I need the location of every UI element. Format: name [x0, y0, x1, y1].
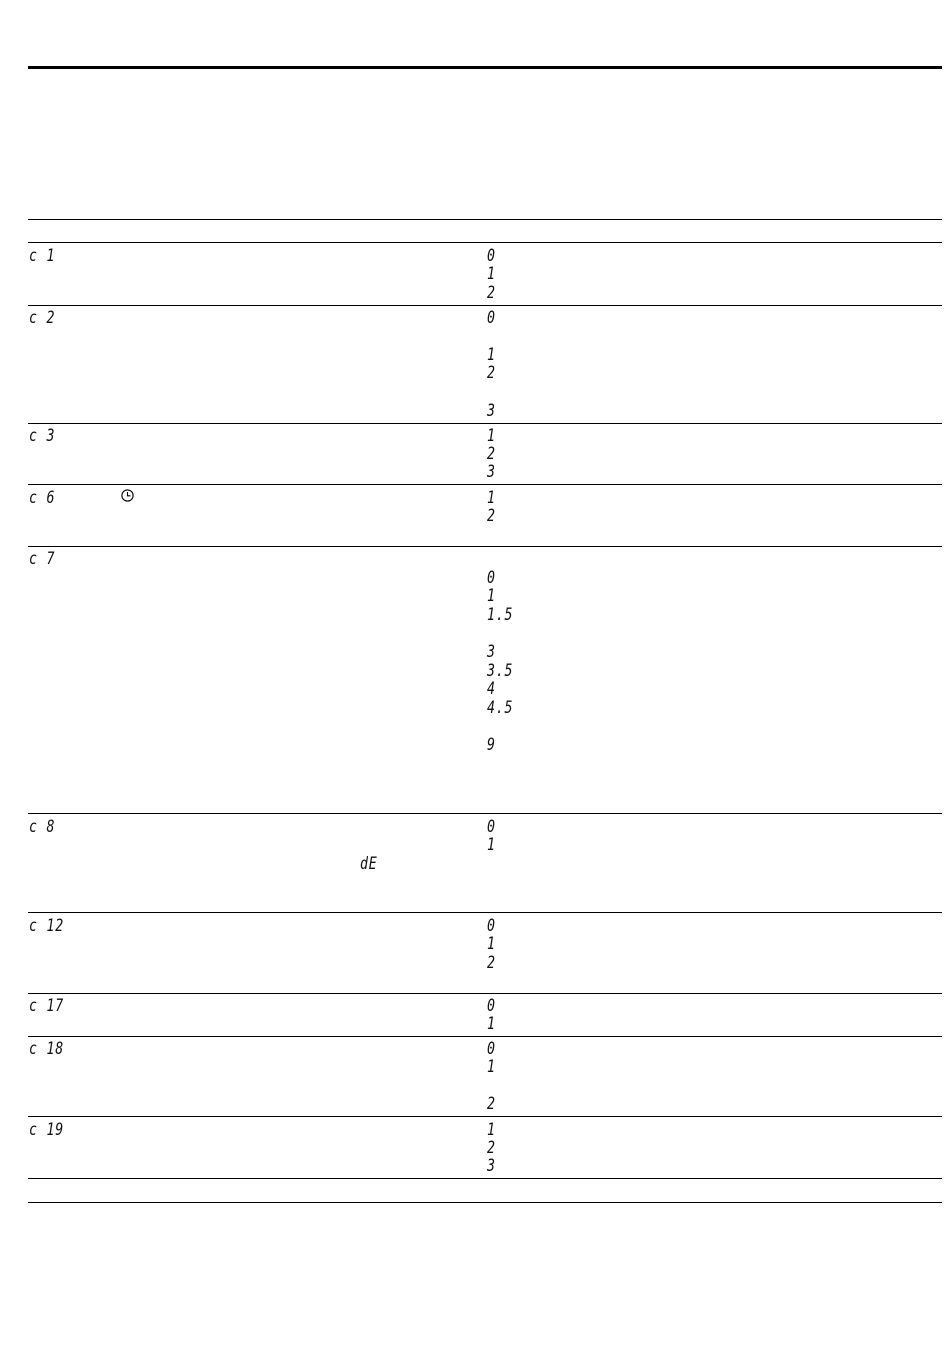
setting-value: 0: [487, 246, 496, 266]
table-footer-bottom-rule: [28, 1202, 942, 1203]
setting-value: 1: [487, 426, 496, 446]
row-divider: [28, 813, 942, 814]
setting-value: 3: [487, 1156, 496, 1176]
row-divider: [28, 912, 942, 913]
row-divider: [28, 484, 942, 485]
setting-value: 2: [487, 283, 496, 303]
setting-value: 1.5: [487, 605, 514, 625]
row-divider: [28, 423, 942, 424]
table-footer-top-rule: [28, 1178, 942, 1179]
setting-value: 1: [487, 1057, 496, 1077]
setting-code-c2: c 2: [29, 308, 56, 328]
setting-value: 0: [487, 996, 496, 1016]
setting-value: 2: [487, 1138, 496, 1158]
setting-value: 0: [487, 817, 496, 837]
setting-code-c12: c 12: [29, 916, 65, 936]
setting-value: 0: [487, 1039, 496, 1059]
setting-code-c8: c 8: [29, 817, 56, 837]
setting-value: 1: [487, 345, 496, 365]
setting-value: 2: [487, 363, 496, 383]
setting-code-c19: c 19: [29, 1120, 65, 1140]
setting-value: 2: [487, 506, 496, 526]
setting-value: 1: [487, 835, 496, 855]
setting-value: 1: [487, 1120, 496, 1140]
setting-value: 0: [487, 308, 496, 328]
setting-value: 2: [487, 444, 496, 464]
setting-value: 1: [487, 586, 496, 606]
setting-value: 3: [487, 642, 496, 662]
table-header-bottom-rule: [28, 242, 942, 243]
setting-value: 3: [487, 462, 496, 482]
row-divider: [28, 546, 942, 547]
row-divider: [28, 1036, 942, 1037]
setting-value: 3: [487, 401, 496, 421]
setting-value: 4: [487, 679, 496, 699]
setting-value: 9: [487, 735, 496, 755]
clock-icon: [121, 489, 134, 502]
display-code-dE: dE: [360, 854, 378, 874]
setting-value: 1: [487, 1014, 496, 1034]
setting-value: 2: [487, 953, 496, 973]
setting-code-c6: c 6: [29, 488, 56, 508]
setting-code-c1: c 1: [29, 246, 56, 266]
setting-code-c7: c 7: [29, 549, 56, 569]
setting-value: 4.5: [487, 698, 514, 718]
setting-code-c17: c 17: [29, 996, 65, 1016]
top-rule: [28, 66, 942, 69]
setting-code-c3: c 3: [29, 426, 56, 446]
setting-value: 1: [487, 934, 496, 954]
setting-value: 2: [487, 1094, 496, 1114]
setting-value: 0: [487, 568, 496, 588]
setting-value: 1: [487, 488, 496, 508]
setting-code-c18: c 18: [29, 1039, 65, 1059]
row-divider: [28, 1116, 942, 1117]
table-header-top-rule: [28, 219, 942, 220]
row-divider: [28, 993, 942, 994]
setting-value: 1: [487, 264, 496, 284]
setting-value: 0: [487, 916, 496, 936]
setting-value: 3.5: [487, 661, 514, 681]
row-divider: [28, 305, 942, 306]
